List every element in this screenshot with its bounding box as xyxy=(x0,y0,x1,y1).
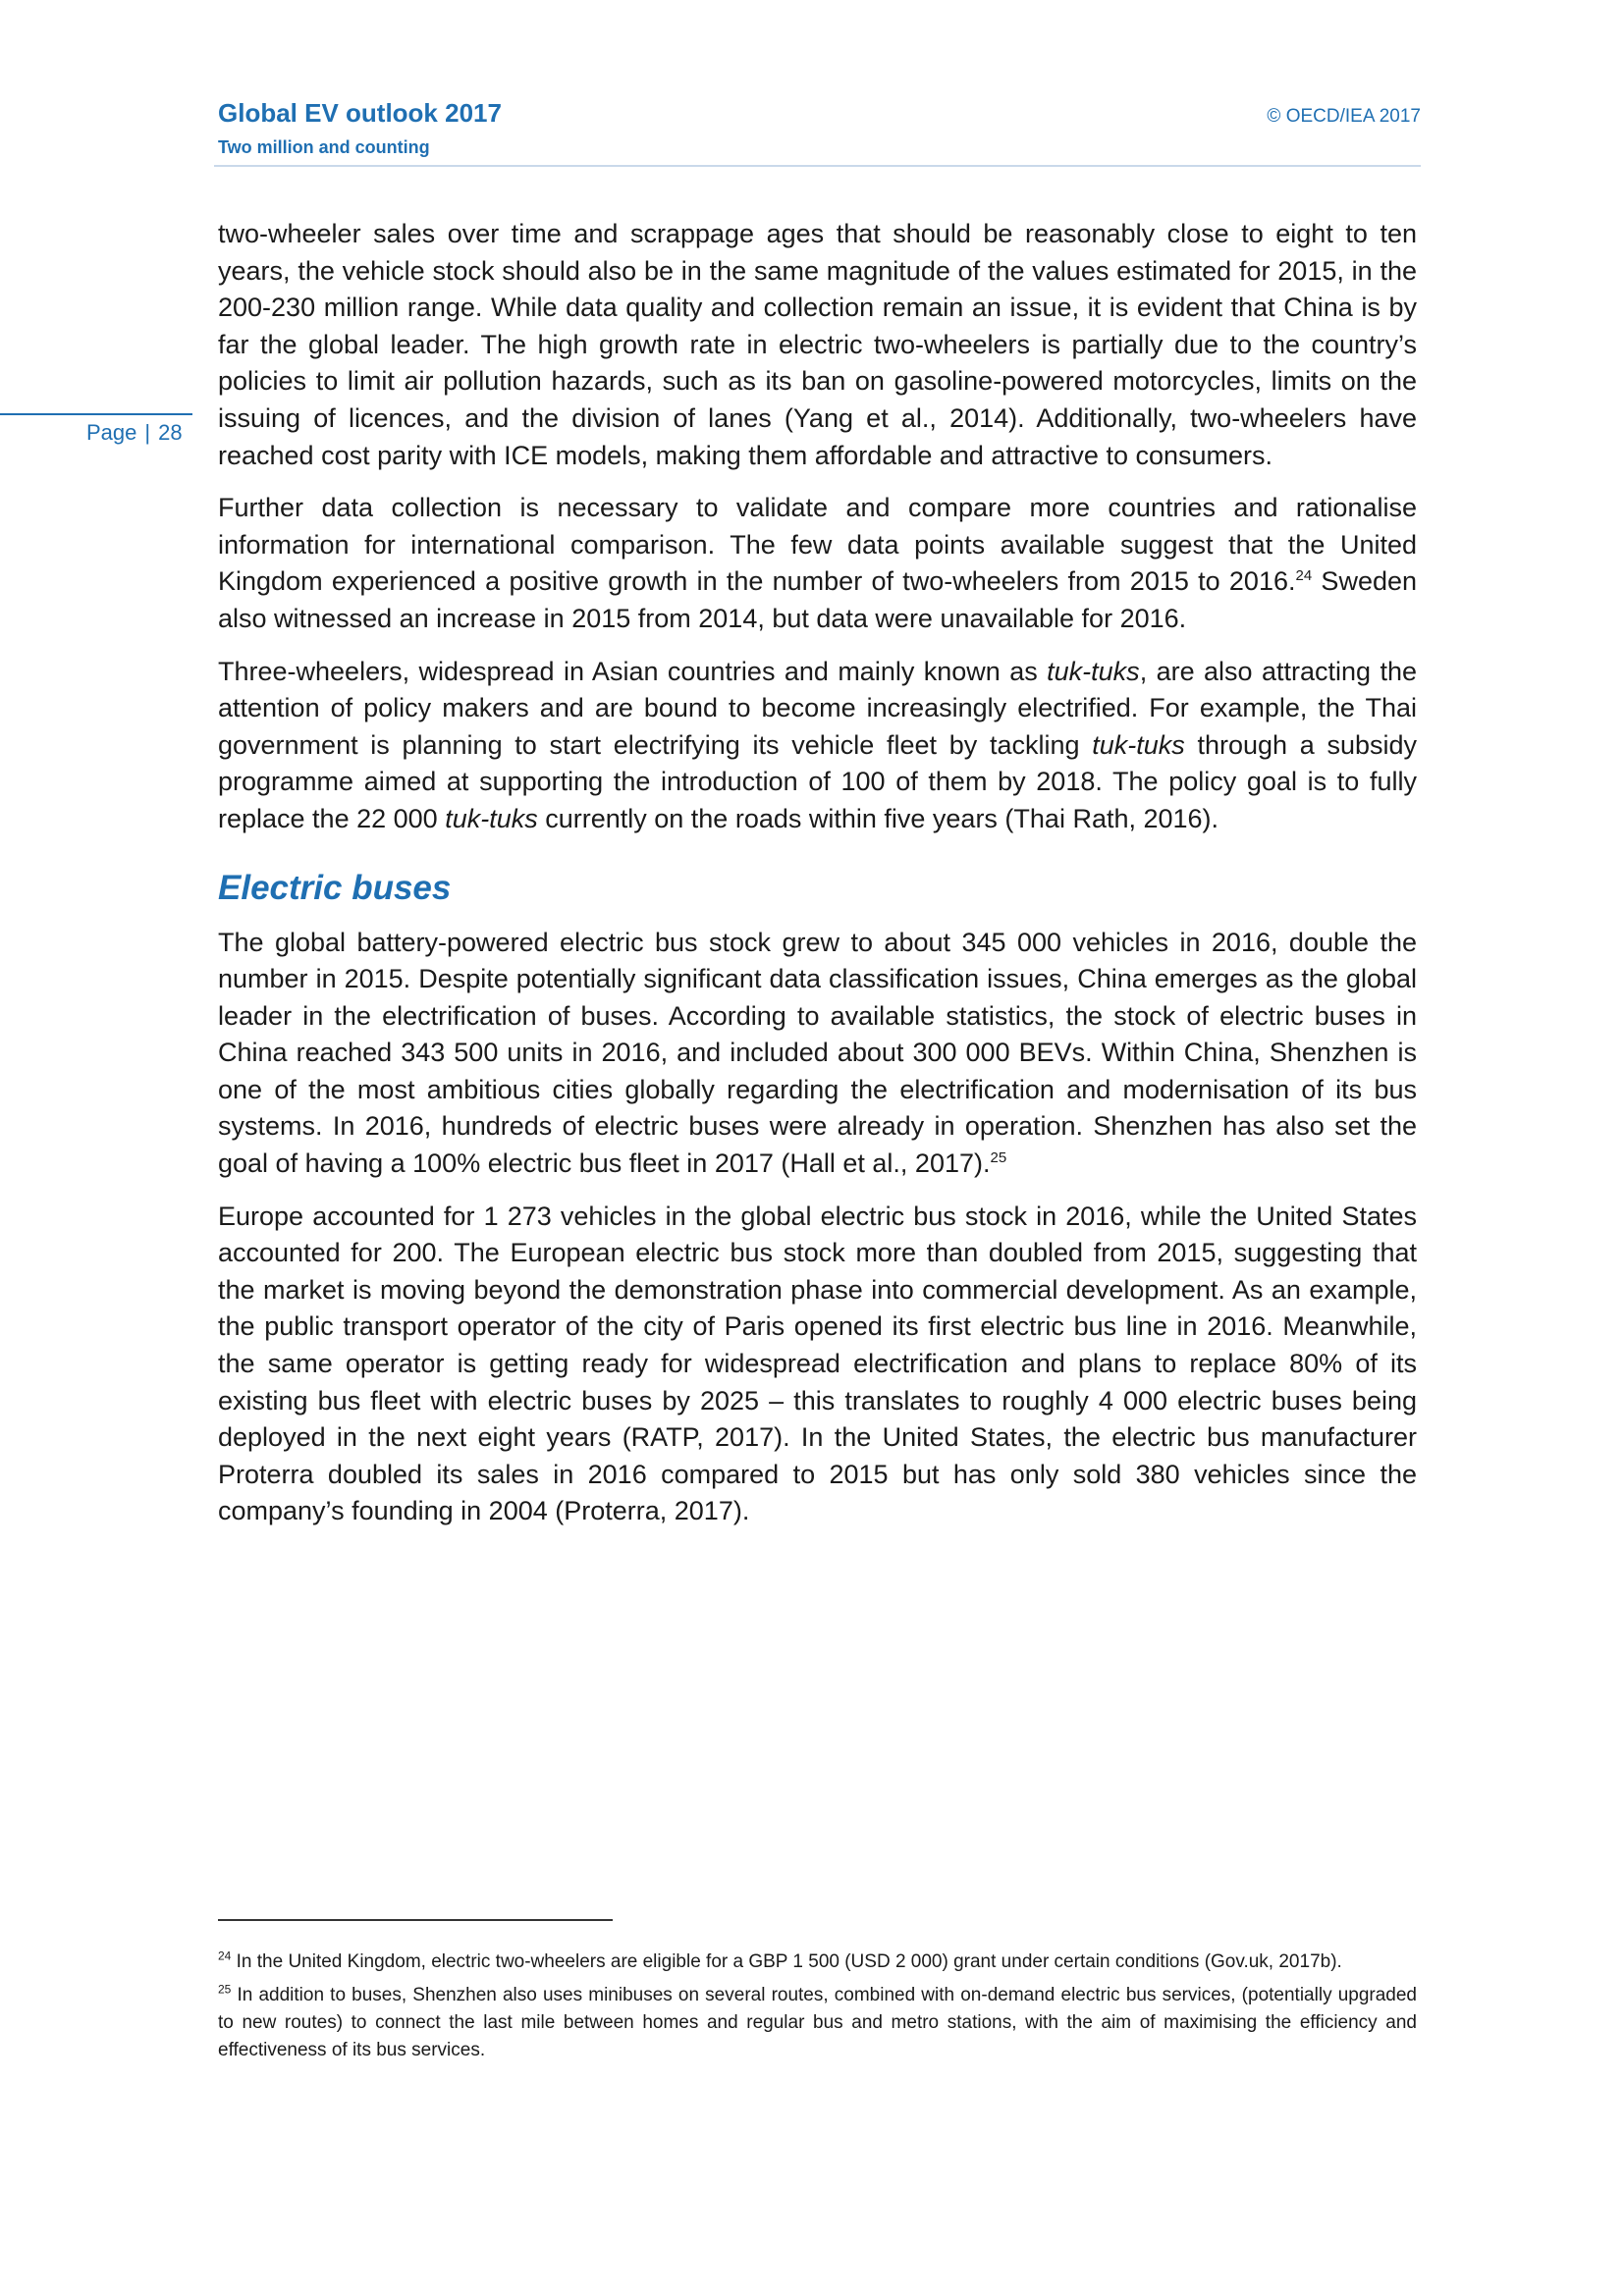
footnote-text: In the United Kingdom, electric two-wheelers are eligible for a GBP 1 500 (USD 2 000) grant under certain conditions (Gov.uk, 2017b). xyxy=(231,1951,1342,1972)
page-label: Page xyxy=(86,420,137,445)
footnote-24 xyxy=(218,1949,1417,1976)
italic-term: tuk-tuks xyxy=(445,803,538,833)
paragraph-text: currently on the roads within five years (Thai Rath, 2016). xyxy=(537,803,1219,833)
footnote-ref-24: 24 xyxy=(1295,567,1313,585)
paragraph-global-bus-stock xyxy=(218,925,1417,1183)
report-title: Global EV outlook 2017 xyxy=(218,98,502,128)
paragraph-text: The global battery-powered electric bus stock grew to about 345 000 vehicles in 2016, double the number in 2015. Despite potentially significant data classification issues, China emerges as the global leader in the electrification of buses. According to available statistics, the stock of electric buses in China reached 343 500 units in 2016, and included about 300 000 BEVs. Within China, Shenzhen is one of the most ambitious cities globally regarding the electrification and modernisation of its bus systems. In 2016, hundreds of electric buses were already in operation. Shenzhen has also set the goal of having a 100% electric bus fleet in 2017 (Hall et al., 2017). xyxy=(218,927,1417,1179)
section-heading-electric-buses: Electric buses xyxy=(218,868,452,907)
paragraph-text: Three-wheelers, widespread in Asian countries and mainly known as xyxy=(218,656,1048,686)
paragraph-europe-us-buses: Europe accounted for 1 273 vehicles in the global electric bus stock in 2016, while the United States accounted for 200. The European electric bus stock more than doubled from 2015, suggesting that the market is moving beyond the demonstration phase into commercial development. As an example, the public transport operator of the city of Paris opened its first electric bus line in 2016. Meanwhile, the same operator is getting ready for widespread electrification and plans to replace 80% of its existing bus fleet with electric buses by 2025 – this translates to roughly 4 000 electric buses being deployed in the next eight years (RATP, 2017). In the United States, the electric bus manufacturer Proterra doubled its sales in 2016 compared to 2015 but has only sold 380 vehicles since the company’s founding in 2004 (Proterra, 2017). xyxy=(218,1201,1417,1526)
main-content xyxy=(218,216,1417,1546)
paragraph-data-collection xyxy=(218,490,1417,637)
paragraph-two-wheelers: two-wheeler sales over time and scrappage ages that should be reasonably close to eight to ten years, the vehicle stock should also be in the same magnitude of the values estimated for 2015, in the 200-230 million range. While data quality and collection remain an issue, it is evident that China is by far the global leader. The high growth rate in electric two-wheelers is partially due to the country’s policies to limit air pollution hazards, such as its ban on gasoline-powered motorcycles, limits on the issuing of licences, and the division of lanes (Yang et al., 2014). Additionally, two-wheelers have reached cost parity with ICE models, making them affordable and attractive to consumers. xyxy=(218,219,1417,470)
footnote-25 xyxy=(218,1982,1417,2064)
footnote-divider xyxy=(218,1919,613,1921)
report-subtitle: Two million and counting xyxy=(218,137,430,157)
paragraph-text: through a subsidy programme aimed at supporting the introduction of 100 of them by 2018. The policy goal is to fully replace the 22 000 xyxy=(218,729,1417,833)
italic-term: tuk-tuks xyxy=(1047,656,1140,686)
page-number-rule xyxy=(0,413,192,415)
paragraph-text: Sweden also witnessed an increase in 2015 from 2014, but data were unavailable for 2016. xyxy=(218,566,1418,633)
paragraph-text: Further data collection is necessary to validate and compare more countries and rationalise information for international comparison. The few data points available suggest that the United Kingdom experienced a positive growth in the number of two-wheelers from 2015 to 2016. xyxy=(218,493,1417,597)
paragraph-three-wheelers xyxy=(218,654,1417,838)
page-number xyxy=(86,420,183,446)
page-separator: | xyxy=(144,420,151,445)
footnotes xyxy=(218,1949,1417,2070)
footnote-text: In addition to buses, Shenzhen also uses minibuses on several routes, combined with on-demand electric bus services, (potentially upgraded to new routes) to connect the last mile between homes and regular bus and metro stations, with the aim of maximising the efficiency and effectiveness of its bus services. xyxy=(218,1985,1417,2060)
page-number-value: 28 xyxy=(158,420,183,445)
paragraph-text: , are also attracting the attention of policy makers and are bound to become increasingly electrified. For example, the Thai government is planning to start electrifying its vehicle fleet by tackling xyxy=(218,656,1417,760)
header-divider xyxy=(214,165,1421,167)
copyright-notice: © OECD/IEA 2017 xyxy=(1267,106,1421,127)
footnote-number: 25 xyxy=(218,1982,232,1997)
italic-term: tuk-tuks xyxy=(1092,729,1185,760)
footnote-ref-25: 25 xyxy=(990,1149,1007,1167)
footnote-number: 24 xyxy=(218,1949,232,1963)
